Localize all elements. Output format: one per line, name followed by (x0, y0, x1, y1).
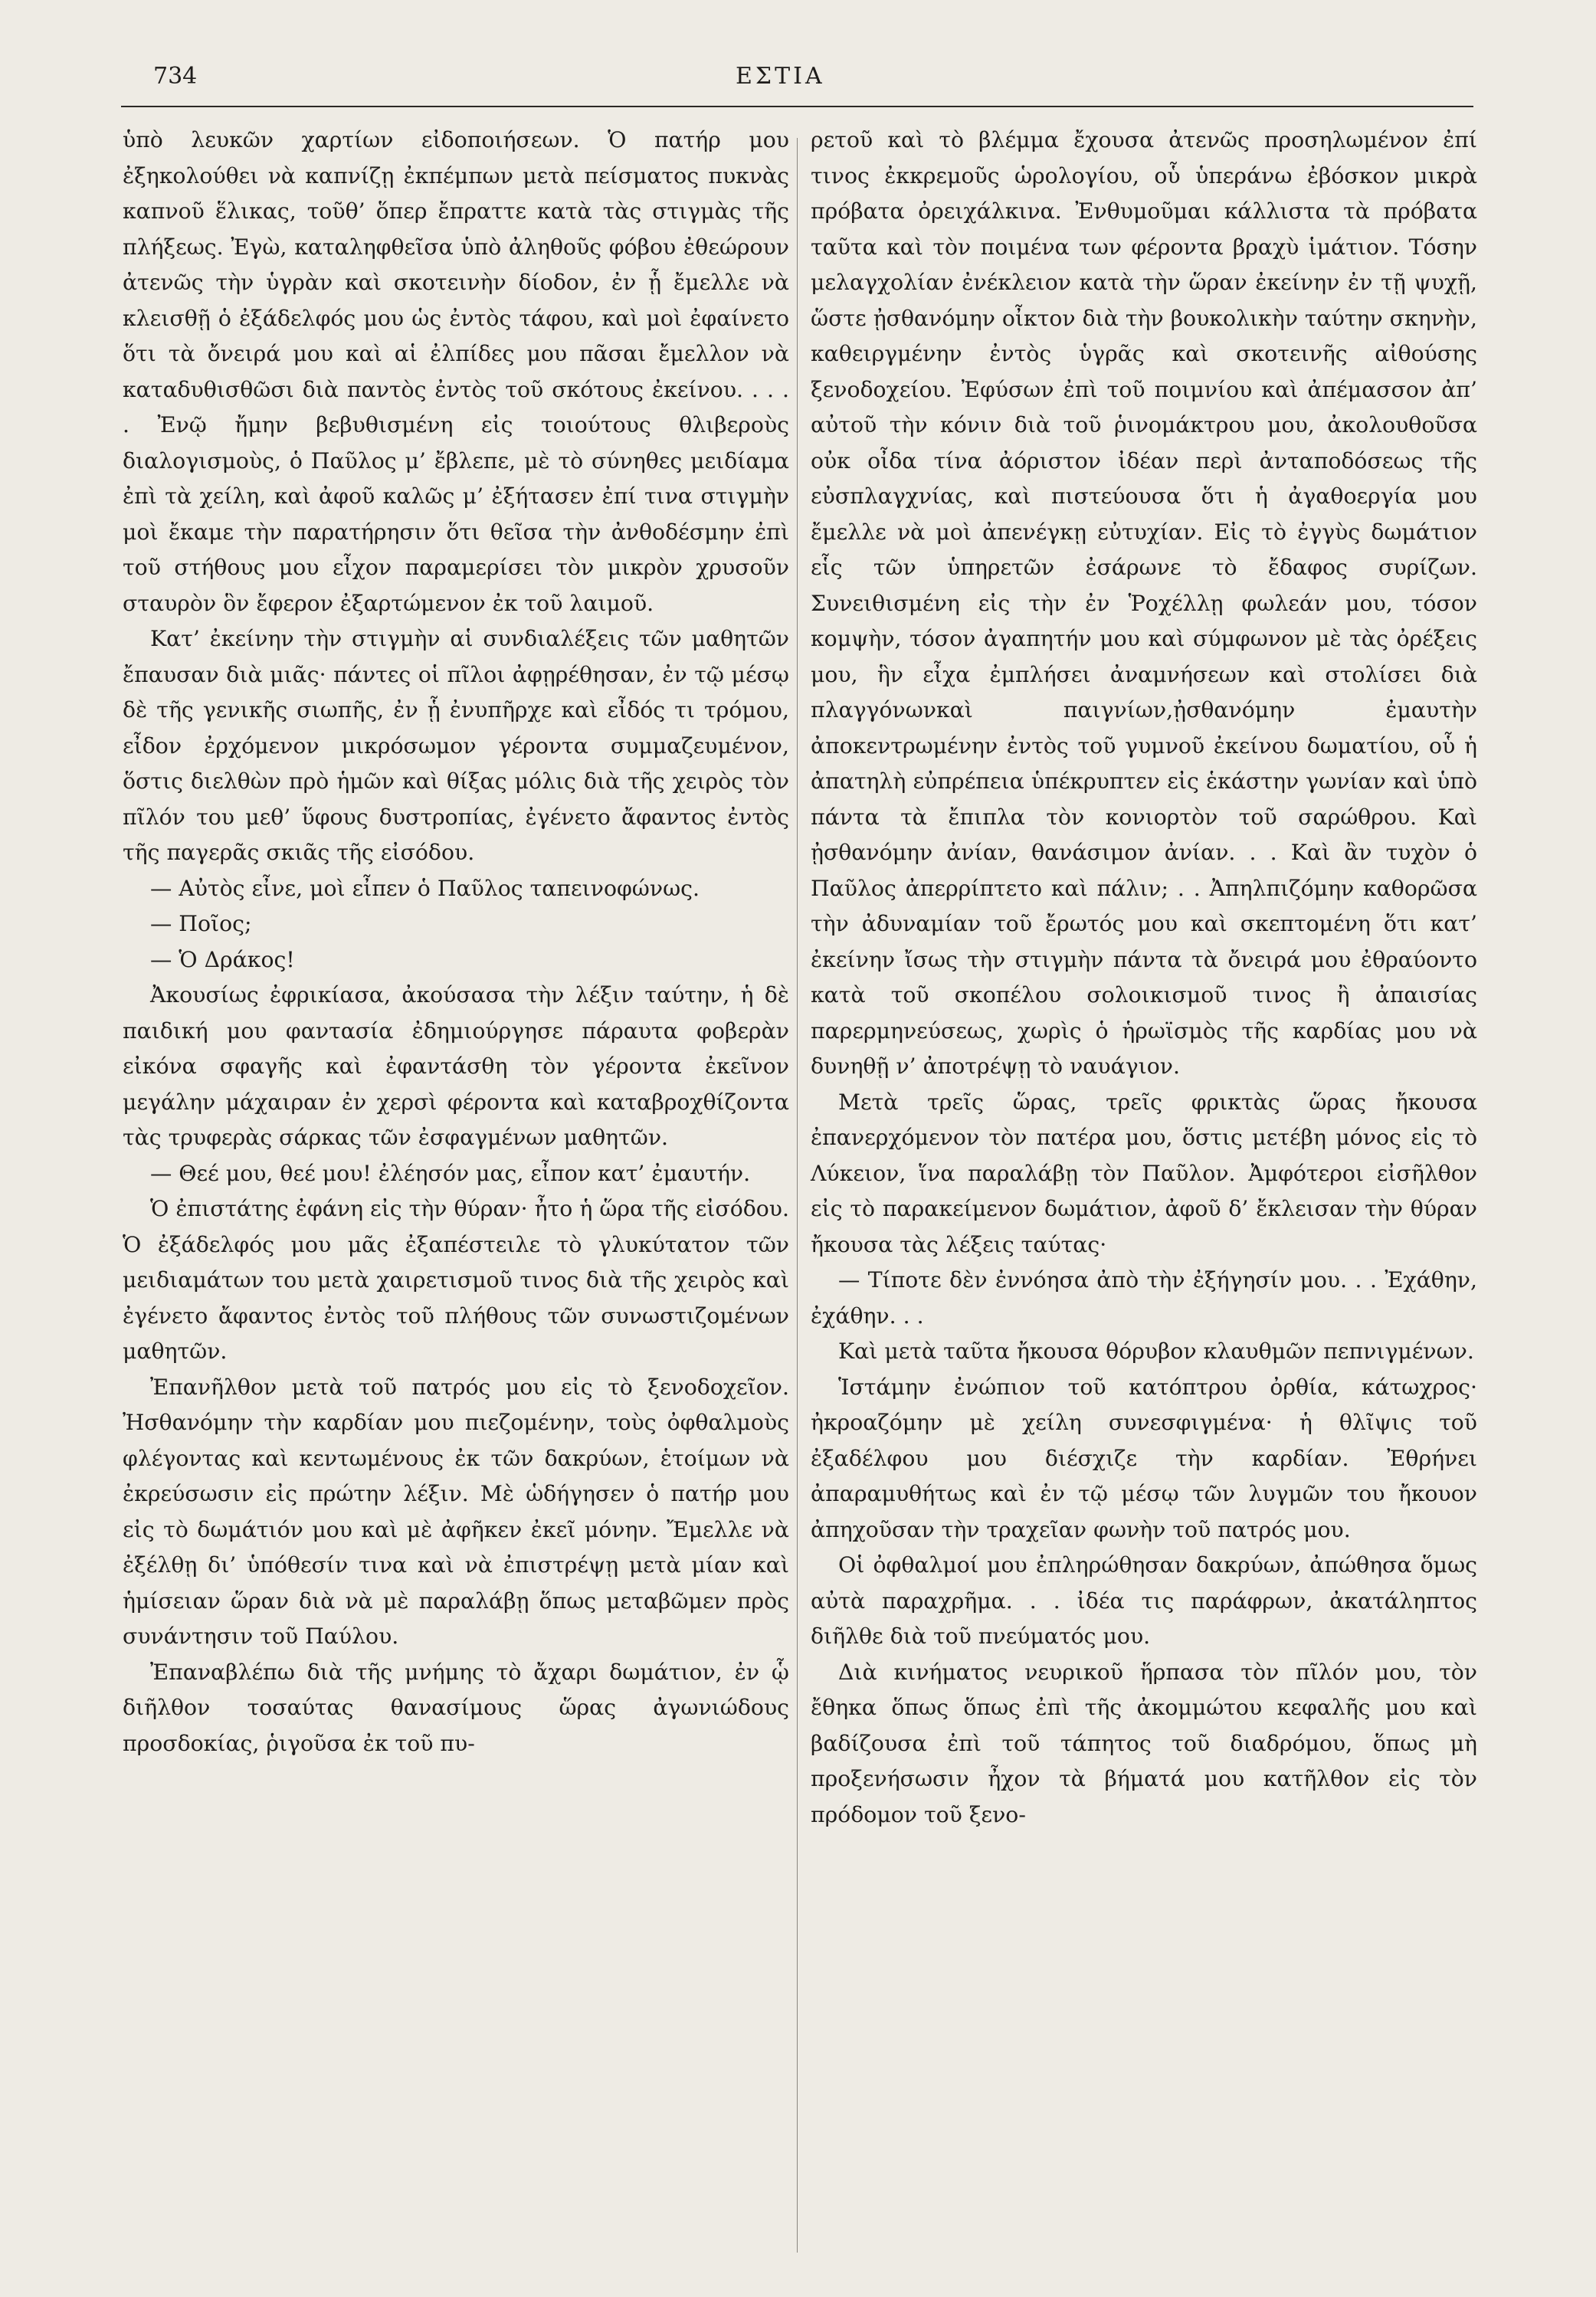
journal-title: ΕΣΤΙΑ (736, 63, 825, 90)
paragraph: Καὶ μετὰ ταῦτα ἤκουσα θόρυβον κλαυθμῶν πεπνιγμένων. (838, 1339, 1474, 1364)
dialogue-line: — Τίποτε δὲν ἐννόησα ἀπὸ τὴν ἐξήγησίν μου. . . Ἐχάθην, ἐχάθην. . . (811, 1267, 1477, 1329)
column-divider (797, 138, 798, 2253)
paragraph: ρετοῦ καὶ τὸ βλέμμα ἔχουσα ἀτενῶς προσηλωμένον ἐπί τινος ἐκκρεμοῦς ὡρολογίου, οὗ ὑπεράνω ἐβόσκον μικρὰ πρόβατα ὀρειχάλκινα. Ἐνθυμοῦμαι κάλλιστα τὰ πρόβατα ταῦτα καὶ τὸν ποιμένα των φέροντα βραχὺ ἱμάτιον. Τόσην μελαγχολίαν ἐνέκλειον κατὰ τὴν ὥραν ἐκείνην ἐν τῇ ψυχῇ, ὥστε ᾐσθανόμην οἶκτον διὰ τὴν βουκολικὴν ταύτην σκηνὴν, καθειργμένην ἐντὸς ὑγρᾶς καὶ σκοτεινῆς αἰθούσης ξενοδοχείου. Ἐφύσων ἐπὶ τοῦ ποιμνίου καὶ ἀπέμασσον ἀπ’ αὐτοῦ τὴν κόνιν διὰ τοῦ ῥινομάκτρου μου, ἀκολουθοῦσα οὐκ οἶδα τίνα ἀόριστον ἰδέαν περὶ ἀνταποδόσεως τῆς εὐσπλαγχνίας, καὶ πιστεύουσα ὅτι ἡ ἀγαθοεργία μου ἔμελλε νὰ μοὶ ἀπενέγκῃ εὐτυχίαν. Εἰς τὸ ἐγγὺς δωμάτιον εἷς τῶν ὑπηρετῶν ἐσάρωνε τὸ ἔδαφος συρίζων. Συνειθισμένη εἰς τὴν ἐν Ῥοχέλλῃ φωλεάν μου, τόσον κομψὴν, τόσον ἀγαπητήν μου καὶ σύμφωνον μὲ τὰς ὀρέξεις μου, ἣν εἶχα ἐμπλήσει ἀναμνήσεων καὶ στολίσει διὰ πλαγγόνωνκαὶ παιγνίων,ᾐσθανόμην ἐμαυτὴν ἀποκεντρωμένην ἐντὸς τοῦ γυμνοῦ ἐκείνου δωματίου, οὗ ἡ ἀπατηλὴ εὐπρέπεια ὑπέκρυπτεν εἰς ἑκάστην γωνίαν καὶ ὑπὸ πάντα τὰ ἔπιπλα τὸν κονιορτὸν τοῦ σαρώθρου. Καὶ ᾐσθανόμην ἀνίαν, θανάσιμον ἀνίαν. . . Καὶ ἂν τυχὸν ὁ Παῦλος ἀπερρίπτετο καὶ πάλιν; . . Ἀπηλπιζόμην καθορῶσα τὴν ἀδυναμίαν τοῦ ἔρωτός μου καὶ σκεπτομένη ὅτι κατ’ ἐκείνην ἴσως τὴν στιγμὴν πάντα τὰ ὄνειρά μου ἐθραύοντο κατὰ τοῦ σκοπέλου σολοικισμοῦ τινος ἢ ἀπαισίας παρερμηνεύσεως, χωρὶς ὁ ἡρωϊσμὸς τῆς καρδίας μου νὰ δυνηθῇ ν’ ἀποτρέψῃ τὸ ναυάγιον. (811, 127, 1477, 1079)
left-column (123, 123, 789, 2268)
paragraph: Μετὰ τρεῖς ὥρας, τρεῖς φρικτὰς ὥρας ἤκουσα ἐπανερχόμενον τὸν πατέρα μου, ὅστις μετέβη μόνος εἰς τὸ Λύκειον, ἵνα παραλάβῃ τὸν Παῦλον. Ἀμφότεροι εἰσῆλθον εἰς τὸ παρακείμενον δωμάτιον, ἀφοῦ δ’ ἔκλεισαν τὴν θύραν ἤκουσα τὰς λέξεις ταύτας· (811, 1089, 1477, 1257)
right-column (811, 123, 1477, 2268)
dialogue-line: — Αὐτὸς εἶνε, μοὶ εἶπεν ὁ Παῦλος ταπεινοφώνως. (150, 875, 700, 901)
paragraph: Ἱστάμην ἐνώπιον τοῦ κατόπτρου ὀρθία, κάτωχρος· ἠκροαζόμην μὲ χείλη συνεσφιγμένα· ἡ θλῖψις τοῦ ἐξαδέλφου μου διέσχιζε τὴν καρδίαν. Ἐθρήνει ἀπαραμυθήτως καὶ ἐν τῷ μέσῳ τῶν λυγμῶν του ἤκουον ἀπηχοῦσαν τὴν τραχεῖαν φωνὴν τοῦ πατρός μου. (811, 1374, 1477, 1542)
paragraph: Ὁ ἐπιστάτης ἐφάνη εἰς τὴν θύραν· ἦτο ἡ ὥρα τῆς εἰσόδου. Ὁ ἐξάδελφός μου μᾶς ἐξαπέστειλε τὸ γλυκύτατον τῶν μειδιαμάτων του μετὰ χαιρετισμοῦ τινος διὰ τῆς χειρὸς καὶ ἐγένετο ἄφαντος ἐντὸς τοῦ πλήθους τῶν συνωστιζομένων μαθητῶν. (123, 1196, 789, 1364)
paragraph: Διὰ κινήματος νευρικοῦ ἥρπασα τὸν πῖλόν μου, τὸν ἔθηκα ὅπως ὅπως ἐπὶ τῆς ἀκομμώτου κεφαλῆς μου καὶ βαδίζουσα ἐπὶ τοῦ τάπητος τοῦ διαδρόμου, ὅπως μὴ προξενήσωσιν ἦχον τὰ βήματά μου κατῆλθον εἰς τὸν πρόδομον τοῦ ξενο- (811, 1659, 1477, 1827)
header-rule (121, 106, 1473, 107)
paragraph: Ἐπανῆλθον μετὰ τοῦ πατρός μου εἰς τὸ ξενοδοχεῖον. Ἠσθανόμην τὴν καρδίαν μου πιεζομένην, τοὺς ὀφθαλμοὺς φλέγοντας καὶ κεντωμένους ἐκ τῶν δακρύων, ἑτοίμων νὰ ἐκρεύσωσιν εἰς πρώτην λέξιν. Μὲ ὡδήγησεν ὁ πατήρ μου εἰς τὸ δωμάτιόν μου καὶ μὲ ἀφῆκεν ἐκεῖ μόνην. Ἔμελλε νὰ ἐξέλθῃ δι’ ὑπόθεσίν τινα καὶ νὰ ἐπιστρέψῃ μετὰ μίαν καὶ ἡμίσειαν ὥραν διὰ νὰ μὲ παραλάβῃ ὅπως μεταβῶμεν πρὸς συνάντησιν τοῦ Παύλου. (123, 1374, 789, 1649)
dialogue-line: — Θεέ μου, θεέ μου! ἐλέησόν μας, εἶπον κατ’ ἐμαυτήν. (150, 1160, 751, 1186)
paragraph: Ἀκουσίως ἐφρικίασα, ἀκούσασα τὴν λέξιν ταύτην, ἡ δὲ παιδική μου φαντασία ἐδημιούργησε πάραυτα φοβερὰν εἰκόνα σφαγῆς καὶ ἐφαντάσθη τὸν γέροντα ἐκεῖνον μεγάλην μάχαιραν ἐν χερσὶ φέροντα καὶ καταβροχθίζοντα τὰς τρυφερὰς σάρκας τῶν ἐσφαγμένων μαθητῶν. (123, 982, 789, 1150)
page-header (153, 60, 1456, 106)
dialogue-line: — Ὁ Δράκος! (150, 946, 295, 972)
paragraph: Οἱ ὀφθαλμοί μου ἐπληρώθησαν δακρύων, ἀπώθησα ὅμως αὐτὰ παραχρῆμα. . . ἰδέα τις παράφρων, ἀκατάληπτος διῆλθε διὰ τοῦ πνεύματός μου. (811, 1552, 1477, 1649)
page-number: 734 (153, 63, 198, 90)
paragraph: Κατ’ ἐκείνην τὴν στιγμὴν αἱ συνδιαλέξεις τῶν μαθητῶν ἔπαυσαν διὰ μιᾶς· πάντες οἱ πῖλοι ἀφῃρέθησαν, ἐν τῷ μέσῳ δὲ τῆς γενικῆς σιωπῆς, ἐν ᾗ ἐνυπῆρχε καὶ εἶδός τι τρόμου, εἶδον ἐρχόμενον μικρόσωμον γέροντα συμμαζευμένον, ὅστις διελθὼν πρὸ ἡμῶν καὶ θίξας μόλις διὰ τῆς χειρὸς τὸν πῖλόν του μεθ’ ὕφους δυστροπίας, ἐγένετο ἄφαντος ἐντὸς τῆς παγερᾶς σκιᾶς τῆς εἰσόδου. (123, 626, 789, 865)
dialogue-line: — Ποῖος; (150, 911, 252, 936)
paragraph: Ἐπαναβλέπω διὰ τῆς μνήμης τὸ ἄχαρι δωμάτιον, ἐν ᾧ διῆλθον τοσαύτας θανασίμους ὥρας ἀγωνιώδους προσδοκίας, ῥιγοῦσα ἐκ τοῦ πυ- (123, 1659, 789, 1756)
paragraph: ὑπὸ λευκῶν χαρτίων εἰδοποιήσεων. Ὁ πατήρ μου ἐξηκολούθει νὰ καπνίζῃ ἐκπέμπων μετὰ πείσματος πυκνὰς καπνοῦ ἕλικας, τοῦθ’ ὅπερ ἔπραττε κατὰ τὰς στιγμὰς τῆς πλήξεως. Ἐγὼ, καταληφθεῖσα ὑπὸ ἀληθοῦς φόβου ἐθεώρουν ἀτενῶς τὴν ὑγρὰν καὶ σκοτεινὴν δίοδον, ἐν ᾗ ἔμελλε νὰ κλεισθῇ ὁ ἐξάδελφός μου ὡς ἐντὸς τάφου, καὶ μοὶ ἐφαίνετο ὅτι τὰ ὄνειρά μου καὶ αἱ ἐλπίδες μου πᾶσαι ἔμελλον νὰ καταδυθισθῶσι διὰ παντὸς ἐντὸς τοῦ σκότους ἐκείνου. . . . . Ἐνῷ ἤμην βεβυθισμένη εἰς τοιούτους θλιβεροὺς διαλογισμοὺς, ὁ Παῦλος μ’ ἔβλεπε, μὲ τὸ σύνηθες μειδίαμα ἐπὶ τὰ χείλη, καὶ ἀφοῦ καλῶς μ’ ἐξήτασεν ἐπί τινα στιγμὴν μοὶ ἔκαμε τὴν παρατήρησιν ὅτι θεῖσα τὴν ἀνθοδέσμην ἐπὶ τοῦ στήθους μου εἶχον παραμερίσει τὸν μικρὸν χρυσοῦν σταυρὸν ὃν ἔφερον ἐξαρτώμενον ἐκ τοῦ λαιμοῦ. (123, 127, 789, 616)
